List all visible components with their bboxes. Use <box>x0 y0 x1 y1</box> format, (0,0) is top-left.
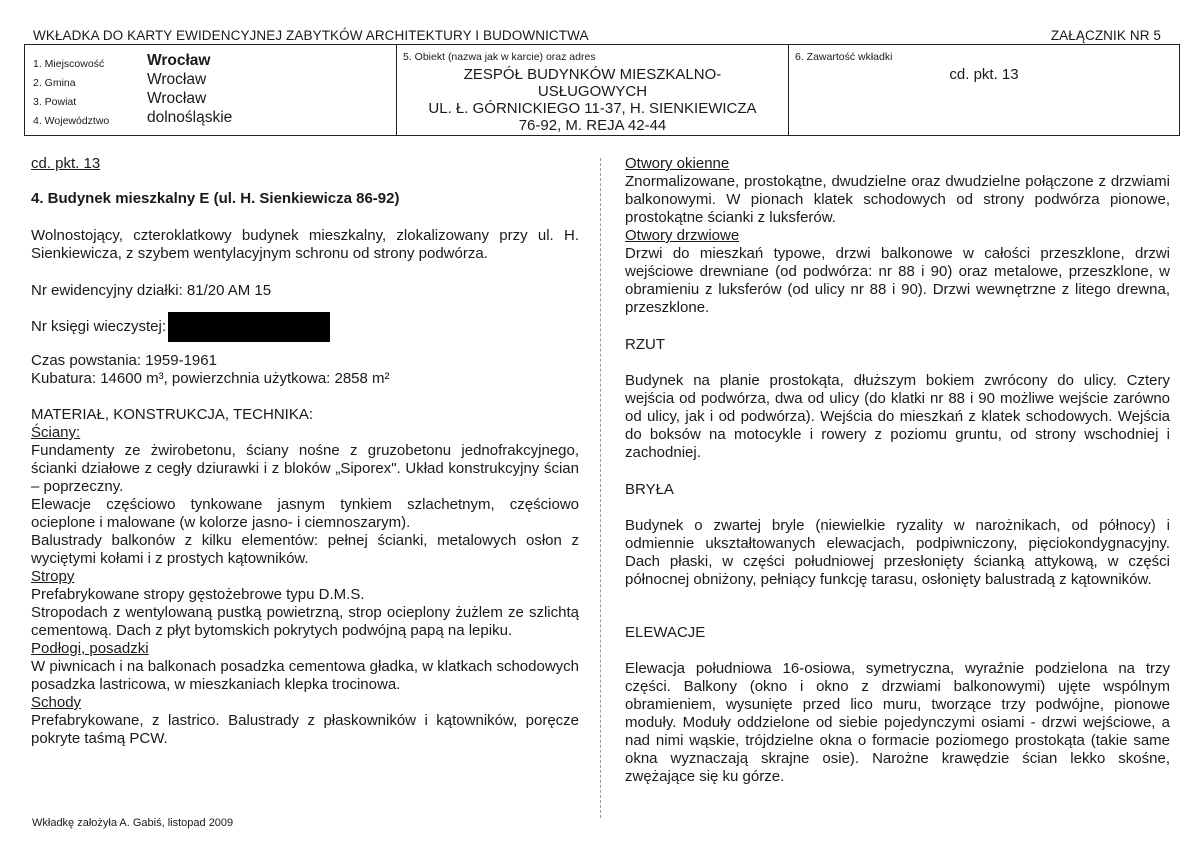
walls-balustrades: Balustrady balkonów z kilku elementów: pełnej ścianki, metalowych osłon z wyciętymi kołami i z prostych kątowników. <box>31 532 579 567</box>
object-name-line: 76-92, M. REJA 42-44 <box>518 117 667 134</box>
material-heading: MATERIAŁ, KONSTRUKCJA, TECHNIKA: <box>31 406 313 423</box>
floors-heading: Podłogi, posadzki <box>31 640 149 657</box>
column-divider <box>600 158 601 818</box>
walls-heading: Ściany: <box>31 424 81 441</box>
place-value: Wrocław <box>147 52 211 69</box>
volume-area: Kubatura: 14600 m³, powierzchnia użytkowa: 2858 m² <box>31 370 390 387</box>
district-label: 3. Powiat <box>33 96 77 108</box>
mass-text: Budynek o zwartej bryle (niewielkie ryzality w narożnikach, od północy) i odmiennie ukształtowanych elewacjach, podpiwniczony, pięciokondygnacyjny. Dach płaski, w części południowej przesłonięty ścianką attykową, w części północnej obniżony, pełniący funkcję tarasu, osłonięty balustradą z kątowników. <box>625 517 1170 588</box>
walls-section <box>31 424 579 748</box>
place-label: 1. Miejscowość <box>33 58 105 70</box>
land-register <box>31 312 579 342</box>
building-heading: 4. Budynek mieszkalny E (ul. H. Sienkiewicza 86-92) <box>31 190 400 207</box>
ceilings-heading: Stropy <box>31 568 75 585</box>
plan-text: Budynek na planie prostokąta, dłuższym bokiem zwrócony do ulicy. Cztery wejścia od podwórza, dwa od ulicy (do klatki nr 88 i 90 możliwe wejście zarówno od ulicy, jak i od podwórza). Wejścia do mieszkań z klatek schodowych. Wejścia do boksów na motocykle i rowery z poziomu gruntu, od strony wschodniej i zachodniej. <box>625 372 1170 461</box>
object-cell <box>397 45 789 135</box>
land-register-label: Nr księgi wieczystej: <box>31 317 167 335</box>
district-value: Wrocław <box>147 90 207 107</box>
redaction-bar <box>168 312 330 342</box>
building-intro: Wolnostojący, czteroklatkowy budynek mieszkalny, zlokalizowany przy ul. H. Sienkiewicza, z szybem wentylacyjnym schronu od strony podwórza. <box>31 227 579 262</box>
voivodeship-label: 4. Województwo <box>33 115 110 127</box>
author-footer: Wkładkę założyła A. Gabiś, listopad 2009 <box>32 817 234 829</box>
plot-number: Nr ewidencyjny działki: 81/20 AM 15 <box>31 282 272 299</box>
mass-heading: BRYŁA <box>625 481 674 498</box>
ceilings-roof: Stropodach z wentylowaną pustką powietrzną, strop ocieplony żużlem ze szlichtą cementową. Dach z płyt bytomskich pokrytych podwójną papą na lepiku. <box>31 604 579 639</box>
object-name-line: ZESPÓŁ BUDYNKÓW MIESZKALNO- <box>463 66 722 83</box>
plan-heading: RZUT <box>625 336 665 353</box>
form-title: WKŁADKA DO KARTY EWIDENCYJNEJ ZABYTKÓW ARCHITEKTURY I BUDOWNICTWA <box>33 28 589 43</box>
elevations-heading: ELEWACJE <box>625 624 706 641</box>
object-label: 5. Obiekt (nazwa jak w karcie) oraz adres <box>403 51 596 63</box>
construction-period: Czas powstania: 1959-1961 <box>31 352 217 369</box>
windows-text: Znormalizowane, prostokątne, dwudzielne oraz dwudzielne połączone z drzwiami balkonowymi. W pionach klatek schodowych od strony podwórza pionowe, prostokątne ścianki z luksferów. <box>625 173 1170 226</box>
walls-foundations: Fundamenty ze żwirobetonu, ściany nośne z gruzobetonu jednofrakcyjnego, ścianki działowe z cegły dziurawki i z bloków „Siporex". Układ konstrukcyjny ścian – poprzeczny. <box>31 442 579 495</box>
object-name-line: USŁUGOWYCH <box>537 83 648 100</box>
commune-value: Wrocław <box>147 71 207 88</box>
object-name <box>397 66 788 134</box>
object-name-line: UL. Ł. GÓRNICKIEGO 11-37, H. SIENKIEWICZA <box>428 100 757 117</box>
contents-value: cd. pkt. 13 <box>949 66 1019 83</box>
elevations-text: Elewacja południowa 16-osiowa, symetryczna, wyraźnie podzielona na trzy części. Balkony (okno i okno z drzwiami balkonowymi) ujęte wspólnym obramieniem, wysunięte przed lico muru, tworzące trzy podwójne, pionowe moduły. Moduły oddzielone od siebie pojedynczymi osiami - drzwi wejściowe, a nad nimi wąskie, trójdzielne okna o formacie poziomego prostokąta (takie same okna wyznaczają skrajne osie). Narożne krawędzie ścian lekko skośne, zwężające się ku górze. <box>625 660 1170 785</box>
header-table <box>24 44 1180 136</box>
district-row <box>33 89 206 108</box>
voivodeship-value: dolnośląskie <box>147 109 233 126</box>
ceilings-type: Prefabrykowane stropy gęstożebrowe typu D.M.S. <box>31 586 365 603</box>
commune-label: 2. Gmina <box>33 77 76 89</box>
commune-row <box>33 70 206 89</box>
windows-heading: Otwory okienne <box>625 155 730 172</box>
walls-elevations: Elewacje częściowo tynkowane jasnym tynkiem szlachetnym, częściowo ocieplone i malowane (w kolorze jasno- i ciemnoszarym). <box>31 496 579 531</box>
continuation-label: cd. pkt. 13 <box>31 155 101 172</box>
contents-cell <box>789 45 1179 135</box>
stairs-text: Prefabrykowane, z lastrico. Balustrady z płaskowników i kątowników, poręcze pokryte taśmą PCW. <box>31 712 579 747</box>
location-cell <box>25 45 397 135</box>
annex-label: ZAŁĄCZNIK NR 5 <box>1050 28 1161 43</box>
doors-text: Drzwi do mieszkań typowe, drzwi balkonowe w całości przeszklone, drzwi wejściowe drewniane (od podwórza: nr 88 i 90) oraz metalowe, przeszklone, w obramieniu z luksferów (od ulicy nr 88 i 90). Drzwi wewnętrzne z litego drewna, przeszklone. <box>625 245 1170 316</box>
doors-heading: Otwory drzwiowe <box>625 227 740 244</box>
openings-section <box>625 155 1170 317</box>
voivodeship-row <box>33 108 232 127</box>
contents-label: 6. Zawartość wkładki <box>795 51 893 63</box>
stairs-heading: Schody <box>31 694 82 711</box>
place-row <box>33 51 210 70</box>
floors-text: W piwnicach i na balkonach posadzka cementowa gładka, w klatkach schodowych posadzka lastricowa, w mieszkaniach klepka trocinowa. <box>31 658 579 693</box>
